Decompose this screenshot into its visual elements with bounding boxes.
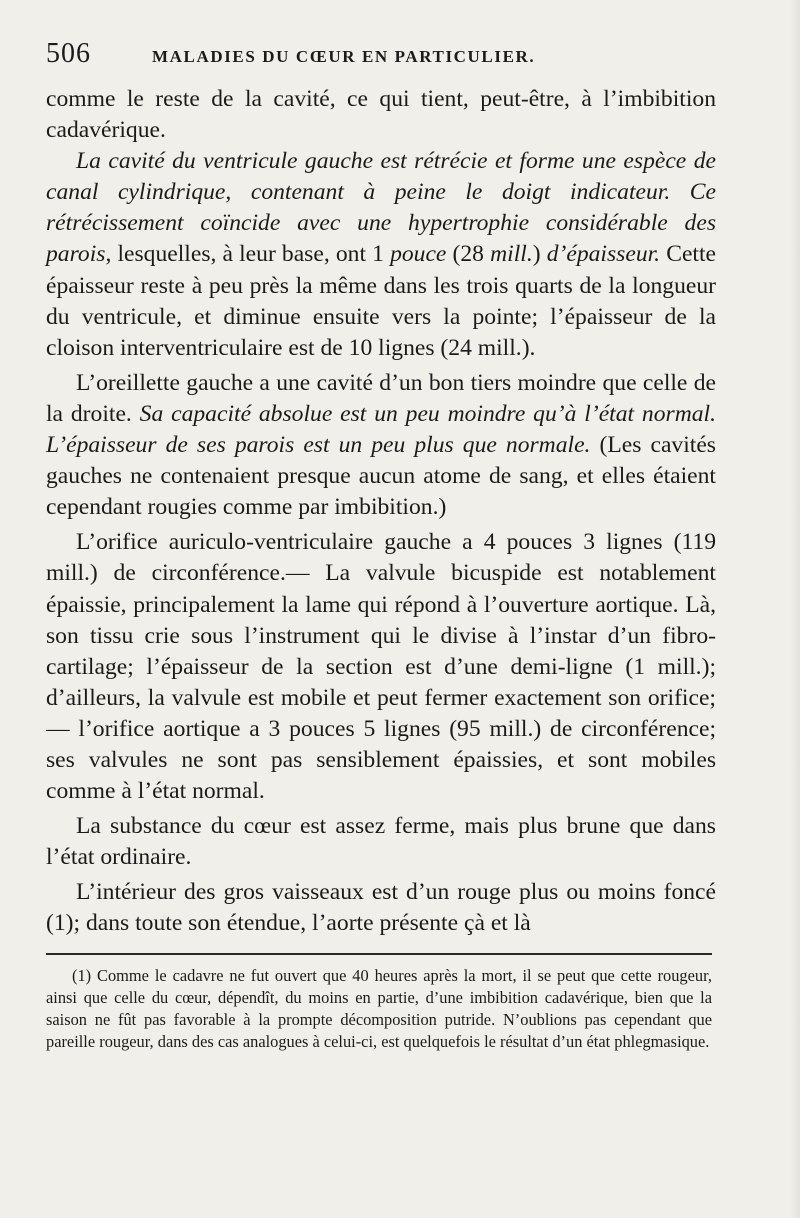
paragraph-3-text-2: (Les cavités gauches ne contenaient presque aucun atome de sang, et elles étaient cependant rougies comme par imbibition.): [46, 432, 716, 521]
paragraph-3: [46, 368, 716, 523]
body-text: [46, 84, 716, 940]
paragraph-2: [46, 146, 716, 364]
paragraph-1: comme le reste de la cavité, ce qui tient, peut-être, à l’imbibition cadavérique.: [46, 86, 716, 144]
paragraph-2-italic-2: pouce: [390, 241, 447, 268]
paragraph-3-text-1: L’oreillette gauche a une cavité d’un bon tiers moindre que celle de la droite.: [46, 369, 716, 427]
paragraph-6: L’intérieur des gros vaisseaux est d’un rouge plus ou moins foncé (1); dans toute son étendue, l’aorte présente çà et là: [46, 879, 716, 937]
paragraph-2-text-3: ): [532, 241, 547, 268]
page-header: [46, 38, 716, 84]
footnote-divider: [46, 953, 712, 955]
paragraph-2-text-2: (28: [446, 241, 491, 268]
paragraph-3-italic-1: Sa capacité absolue est un peu moindre qu’à l’état normal. L’épaisseur de ses parois est un peu plus que normale.: [46, 400, 716, 459]
paragraph-2-italic-3: mill.: [490, 241, 533, 268]
paragraph-2-italic-4: d’épaisseur.: [546, 241, 661, 268]
paragraph-2-text-1: , lesquelles, à leur base, ont 1: [105, 241, 391, 268]
footnote-text: (1) Comme le cadavre ne fut ouvert que 40 heures après la mort, il se peut que cette rougeur, ainsi que celle du cœur, dépendît, du moins en partie, d’une imbibition cadavérique, bien que la saison ne fût pas favorable à la prompte décomposition putride. N’oublions pas cependant que pareille rougeur, dans des cas analogues à celui-ci, est quelquefois le résultat d’un état phlegmasique.: [46, 965, 712, 1051]
page-number: 506: [46, 38, 91, 69]
paragraph-4: L’orifice auriculo-ventriculaire gauche a 4 pouces 3 lignes (119 mill.) de circonférence.— La valvule bicuspide est notablement épaissie, principalement la lame qui répond à l’ouverture aortique. Là, son tissu crie sous l’instrument qui le divise à l’instar d’un fibro-cartilage; l’épaisseur de la section est d’une demi-ligne (1 mill.); d’ailleurs, la valvule est mobile et peut fermer exactement son orifice; — l’orifice aortique a 3 pouces 5 lignes (95 mill.) de circonférence; ses valvules ne sont pas sensiblement épaissies, et sont mobiles comme à l’état normal.: [46, 529, 716, 805]
paragraph-2-text-4: Cette épaisseur reste à peu près la même dans les trois quarts de la longueur du ventricule, et diminue ensuite vers la pointe; l’épaisseur de la cloison interventriculaire est de 10 lignes (24 mill.).: [46, 241, 716, 361]
page-edge-shadow: [790, 0, 800, 1218]
running-title: MALADIES DU CŒUR EN PARTICULIER.: [152, 47, 536, 66]
footnote: [46, 965, 712, 1053]
paragraph-2-italic-1: La cavité du ventricule gauche est rétrécie et forme une espèce de canal cylindrique, contenant à peine le doigt indicateur. Ce rétrécissement coïncide avec une hypertrophie considérable des parois: [46, 148, 716, 268]
paragraph-5: La substance du cœur est assez ferme, mais plus brune que dans l’état ordinaire.: [46, 813, 716, 871]
